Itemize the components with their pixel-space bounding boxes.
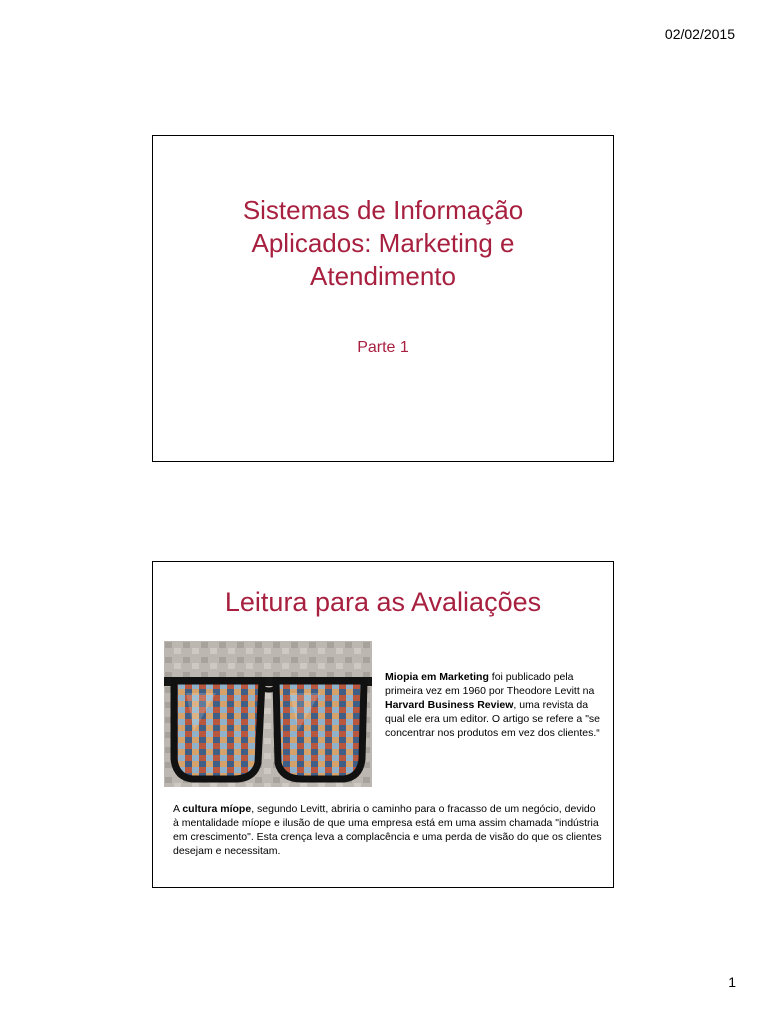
glasses-illustration (164, 641, 372, 787)
article-text-2: , uma revista da qual ele era um editor. O artigo se refere a "se concentrar nos produtos em vez dos clientes.“ (385, 699, 601, 739)
magazine-name: Harvard Business Review (385, 699, 514, 711)
paragraph-text-1: A (173, 803, 183, 815)
slide-2-title: Leitura para as Avaliações (224, 587, 542, 617)
myopic-culture-paragraph (173, 802, 603, 858)
slide-1-subtitle: Parte 1 (357, 339, 409, 356)
page-date: 02/02/2015 (664, 26, 735, 42)
glasses-photo (164, 641, 372, 787)
paragraph-text-2: , segundo Levitt, abriria o caminho para o fracasso de um negócio, devido à mentalidade míope e ilusão de que uma empresa está em uma assim chamada "indústria em crescimento". Esta crença leva a complacência e uma perda de visão do que os clientes desejam e necessitam. (173, 803, 602, 857)
slide-1-title: Sistemas de Informação Aplicados: Marketing e Atendimento (242, 195, 524, 291)
slide-reading (152, 561, 614, 888)
article-text-1: foi publicado pela primeira vez em 1960 por Theodore Levitt na (385, 671, 595, 697)
myopic-culture-term: cultura míope (182, 803, 252, 815)
article-title: Miopia em Marketing (385, 671, 489, 683)
article-description (385, 670, 603, 740)
slide-title (152, 135, 614, 462)
page-number: 1 (728, 974, 736, 990)
